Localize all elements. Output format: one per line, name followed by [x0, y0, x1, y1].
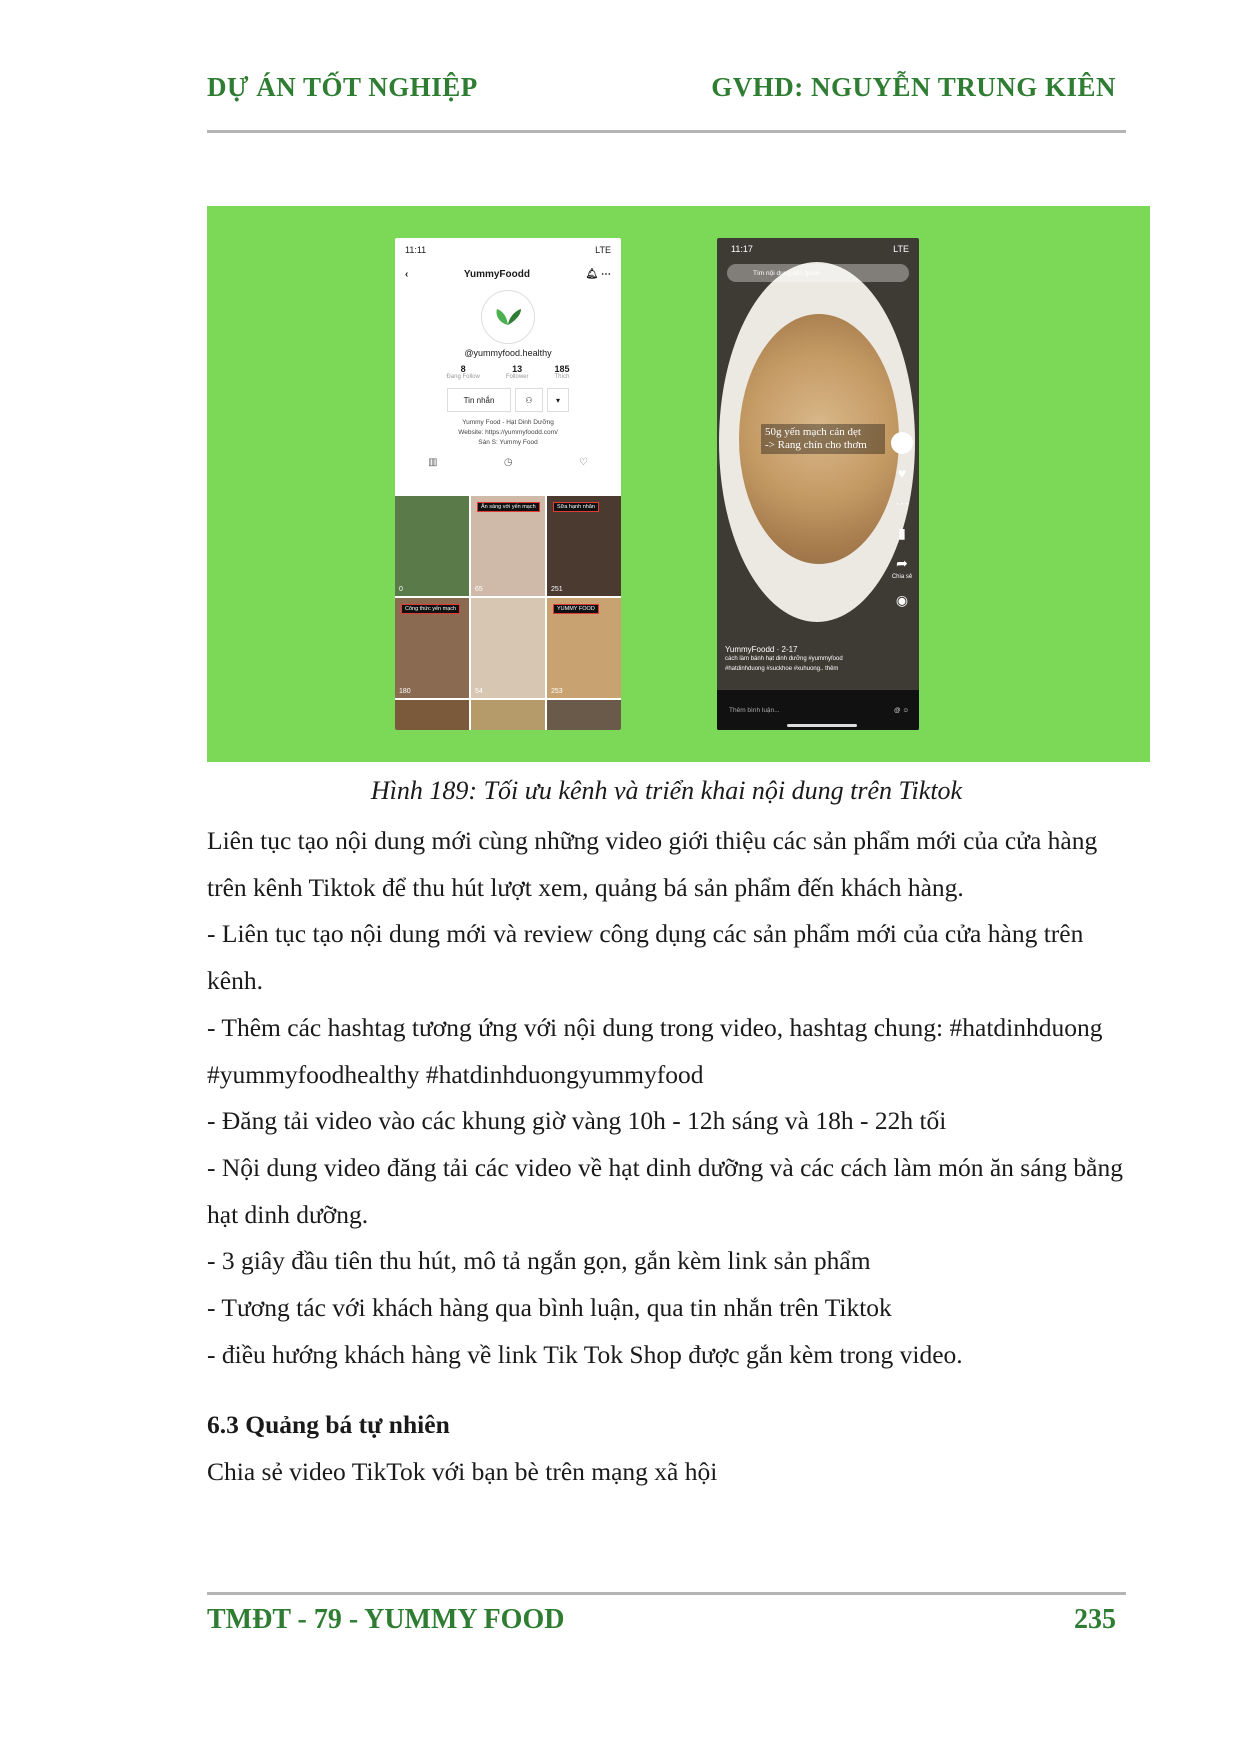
dropdown-icon[interactable]: ▾ — [547, 388, 569, 412]
video-thumbnail[interactable] — [395, 700, 469, 730]
video-grid — [395, 496, 621, 730]
header-advisor: GVHD: NGUYỄN TRUNG KIÊN — [711, 72, 1116, 102]
page-number: 235 — [1074, 1604, 1116, 1635]
bookmark-icon[interactable]: ▮ — [898, 527, 906, 542]
video-text-overlay: 50g yến mạch cán dẹt -> Rang chín cho thơm — [761, 424, 885, 454]
paragraph: - Nội dung video đăng tải các video về hạt dinh dưỡng và các cách làm món ăn sáng bằng hạt dinh dưỡng. — [207, 1152, 1123, 1229]
status-network: LTE — [893, 244, 909, 254]
figure-caption: Hình 189: Tối ưu kênh và triển khai nội dung trên Tiktok — [370, 776, 963, 805]
status-time: 11:17 — [731, 244, 753, 254]
header-divider — [207, 130, 1126, 133]
tiktok-video-screenshot — [717, 238, 919, 730]
profile-bio: Yummy Food - Hạt Dinh Dưỡng Website: https://yummyfoodd.com/ Sàn S: Yummy Food — [458, 419, 558, 446]
profile-nav — [395, 262, 621, 286]
paragraph: - Thêm các hashtag tương ứng với nội dung trong video, hashtag chung: #hatdinhduong #yummyfoodhealthy #hatdinhduongyummyfood — [207, 1012, 1103, 1089]
profile-actions — [395, 388, 621, 412]
header-project-title: DỰ ÁN TỐT NGHIỆP — [207, 72, 478, 102]
paragraph: - Tương tác với khách hàng qua bình luận, qua tin nhắn trên Tiktok — [207, 1293, 892, 1323]
comment-input[interactable]: Thêm bình luận... @ ☺ — [717, 690, 919, 730]
stat-likes: 185 Thích — [554, 364, 570, 380]
lock-tab-icon[interactable]: ◷ — [503, 456, 513, 468]
account-name: YummyFoodd — [463, 268, 530, 280]
section-heading: 6.3 Quảng bá tự nhiên — [207, 1410, 450, 1439]
video-info: YummyFoodd · 2-17 cách làm bánh hạt dinh dưỡng #yummyfood #hatdinhduong #suckhoe #xuhuong.. thêm — [725, 645, 879, 674]
stat-following: 8 Đang Follow — [446, 364, 480, 380]
video-username[interactable]: YummyFoodd — [725, 645, 775, 654]
stat-followers: 13 Follower — [505, 364, 529, 380]
video-thumbnail[interactable]: YUMMY FOOD 253 — [547, 598, 621, 698]
status-bar — [731, 244, 909, 254]
video-thumbnail[interactable] — [471, 700, 545, 730]
message-button[interactable]: Tin nhắn — [447, 388, 511, 412]
profile-tabs — [395, 454, 621, 470]
profile-handle: @yummyfood.healthy — [464, 348, 552, 358]
share-icon[interactable]: ➦ — [896, 557, 908, 572]
music-disc-icon[interactable]: ◉ — [895, 594, 909, 609]
video-thumbnail[interactable]: 54 — [471, 598, 545, 698]
video-side-actions — [889, 432, 915, 610]
video-description-1: cách làm bánh hạt dinh dưỡng #yummyfood — [725, 656, 843, 662]
paragraph: - Liên tục tạo nội dung mới và review công dụng các sản phẩm mới của cửa hàng trên kênh. — [207, 919, 1084, 996]
follow-user-icon[interactable]: ⚇ — [515, 388, 543, 412]
status-network: LTE — [595, 245, 611, 255]
home-indicator — [787, 724, 857, 727]
paragraph: - Đăng tải video vào các khung giờ vàng 10h - 12h sáng và 18h - 22h tối — [207, 1106, 947, 1136]
comment-icon[interactable]: ⋯ — [895, 497, 909, 512]
video-thumbnail[interactable] — [547, 700, 621, 730]
leaf-logo-icon — [491, 305, 525, 329]
footer-divider — [207, 1592, 1126, 1595]
body-text — [207, 818, 1127, 1378]
paragraph: - điều hướng khách hàng về link Tik Tok Shop được gắn kèm trong video. — [207, 1339, 963, 1369]
grid-tab-icon[interactable]: ▥ — [428, 456, 438, 468]
share-label: Chia sẻ — [891, 574, 913, 580]
video-thumbnail[interactable]: Công thức yến mạch 180 — [395, 598, 469, 698]
video-thumbnail[interactable]: 0 — [395, 496, 469, 596]
profile-stats — [395, 364, 621, 380]
status-time: 11:11 — [405, 245, 427, 255]
video-date: 2-17 — [781, 645, 798, 654]
profile-avatar — [481, 290, 535, 344]
tiktok-profile-screenshot — [395, 238, 621, 730]
status-bar — [395, 238, 621, 262]
search-input[interactable]: Tìm nội dung liên quan — [727, 264, 909, 282]
heart-icon[interactable]: ♥ — [897, 467, 907, 482]
paragraph: - 3 giây đầu tiên thu hút, mô tả ngắn gọn, gắn kèm link sản phẩm — [207, 1246, 871, 1276]
section-text: Chia sẻ video TikTok với bạn bè trên mạng xã hội — [207, 1457, 718, 1486]
back-icon[interactable]: ‹ — [405, 268, 409, 280]
video-thumbnail[interactable]: Sữa hạnh nhân 251 — [547, 496, 621, 596]
video-description-2: #hatdinhduong #suckhoe #xuhuong.. thêm — [725, 666, 839, 672]
bell-icon[interactable]: 🔔︎ ⋯ — [585, 268, 611, 280]
footer-project: TMĐT - 79 - YUMMY FOOD — [207, 1604, 565, 1635]
paragraph: Liên tục tạo nội dung mới cùng những video giới thiệu các sản phẩm mới của cửa hàng trên kênh Tiktok để thu hút lượt xem, quảng bá sản phẩm đến khách hàng. — [207, 826, 1098, 902]
mention-icon[interactable]: @ ☺ — [893, 706, 909, 714]
video-thumbnail[interactable]: Ăn sáng với yến mạch 65 — [471, 496, 545, 596]
figure-tiktok-screenshots — [207, 206, 1150, 762]
liked-tab-icon[interactable]: ♡ — [578, 456, 588, 468]
avatar[interactable] — [891, 432, 913, 454]
